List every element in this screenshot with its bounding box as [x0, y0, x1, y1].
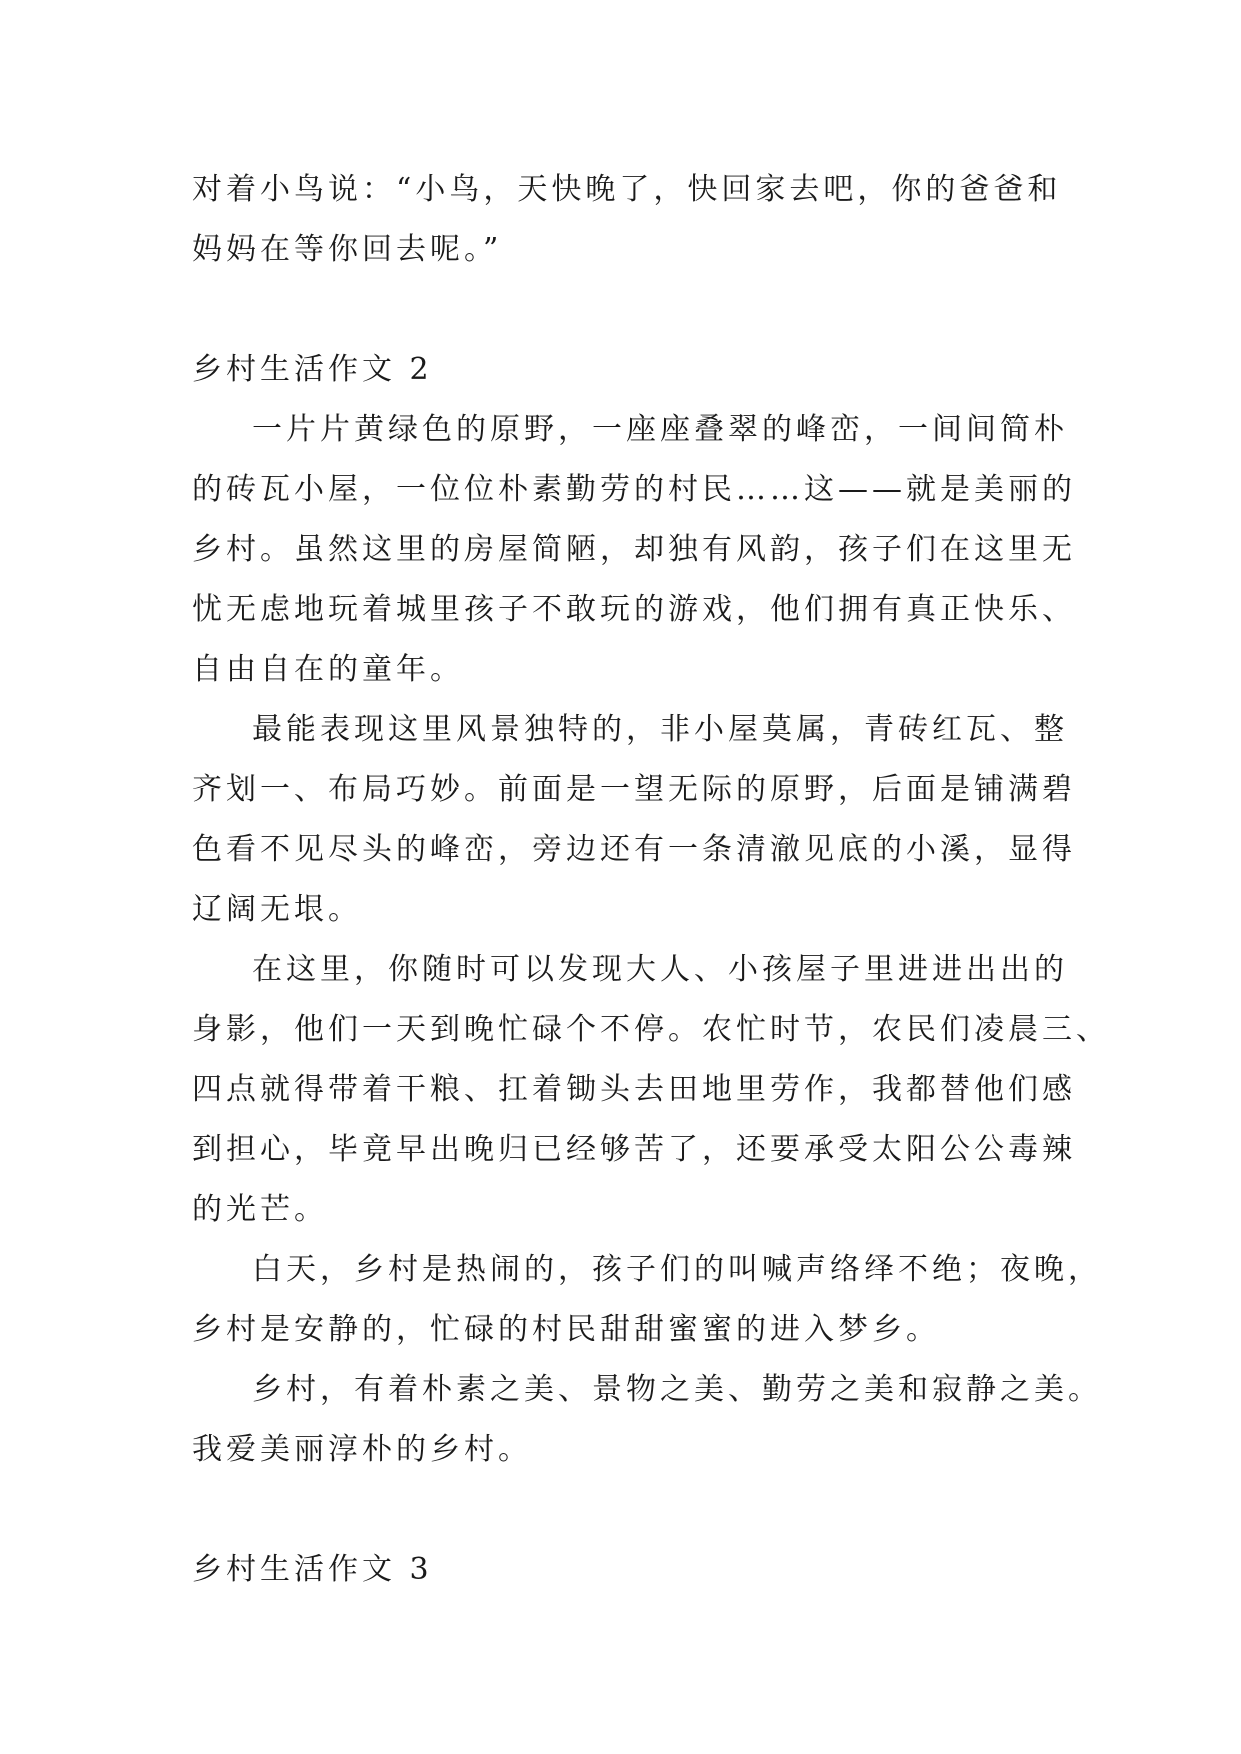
text-line: 色看不见尽头的峰峦，旁边还有一条清澈见底的小溪，显得	[192, 832, 1076, 867]
paragraph	[192, 1240, 1102, 1360]
text-line: 乡村是安静的，忙碌的村民甜甜蜜蜜的进入梦乡。	[192, 1312, 940, 1347]
paragraph	[192, 400, 1076, 700]
section-title: 乡村生活作文 2	[192, 352, 433, 387]
text-line: 我爱美丽淳朴的乡村。	[192, 1432, 532, 1467]
text-line: 乡村，有着朴素之美、景物之美、勤劳之美和寂静之美。	[252, 1372, 1102, 1407]
intro-paragraph	[192, 160, 1062, 280]
text-line: 白天，乡村是热闹的，孩子们的叫喊声络绎不绝；夜晚，	[252, 1252, 1102, 1287]
text-line: 身影，他们一天到晚忙碌个不停。农忙时节，农民们凌晨三、	[192, 1012, 1110, 1047]
section-gap	[192, 280, 1052, 340]
text-line: 的砖瓦小屋，一位位朴素勤劳的村民……这——就是美丽的	[192, 472, 1076, 507]
text-line: 一片片黄绿色的原野，一座座叠翠的峰峦，一间间简朴	[252, 412, 1068, 447]
section-gap	[192, 1480, 1052, 1540]
paragraph	[192, 940, 1110, 1240]
text-line: 忧无虑地玩着城里孩子不敢玩的游戏，他们拥有真正快乐、	[192, 592, 1076, 627]
text-line: 四点就得带着干粮、扛着锄头去田地里劳作，我都替他们感	[192, 1072, 1076, 1107]
section-title: 乡村生活作文 3	[192, 1552, 433, 1587]
text-line: 乡村。虽然这里的房屋简陋，却独有风韵，孩子们在这里无	[192, 532, 1076, 567]
document-body	[192, 160, 1110, 1600]
text-line: 到担心，毕竟早出晚归已经够苦了，还要承受太阳公公毒辣	[192, 1132, 1076, 1167]
text-line: 辽阔无垠。	[192, 892, 362, 927]
paragraph	[192, 1360, 1102, 1480]
text-line: 最能表现这里风景独特的，非小屋莫属，青砖红瓦、整	[252, 712, 1068, 747]
text-line: 在这里，你随时可以发现大人、小孩屋子里进进出出的	[252, 952, 1068, 987]
text-line: 齐划一、布局巧妙。前面是一望无际的原野，后面是铺满碧	[192, 772, 1076, 807]
text-line: 自由自在的童年。	[192, 652, 464, 687]
text-line: 对着小鸟说：“小鸟，天快晚了，快回家去吧，你的爸爸和	[192, 172, 1062, 207]
text-line: 妈妈在等你回去呢。”	[192, 232, 503, 267]
paragraph	[192, 700, 1076, 940]
text-line: 的光芒。	[192, 1192, 328, 1227]
